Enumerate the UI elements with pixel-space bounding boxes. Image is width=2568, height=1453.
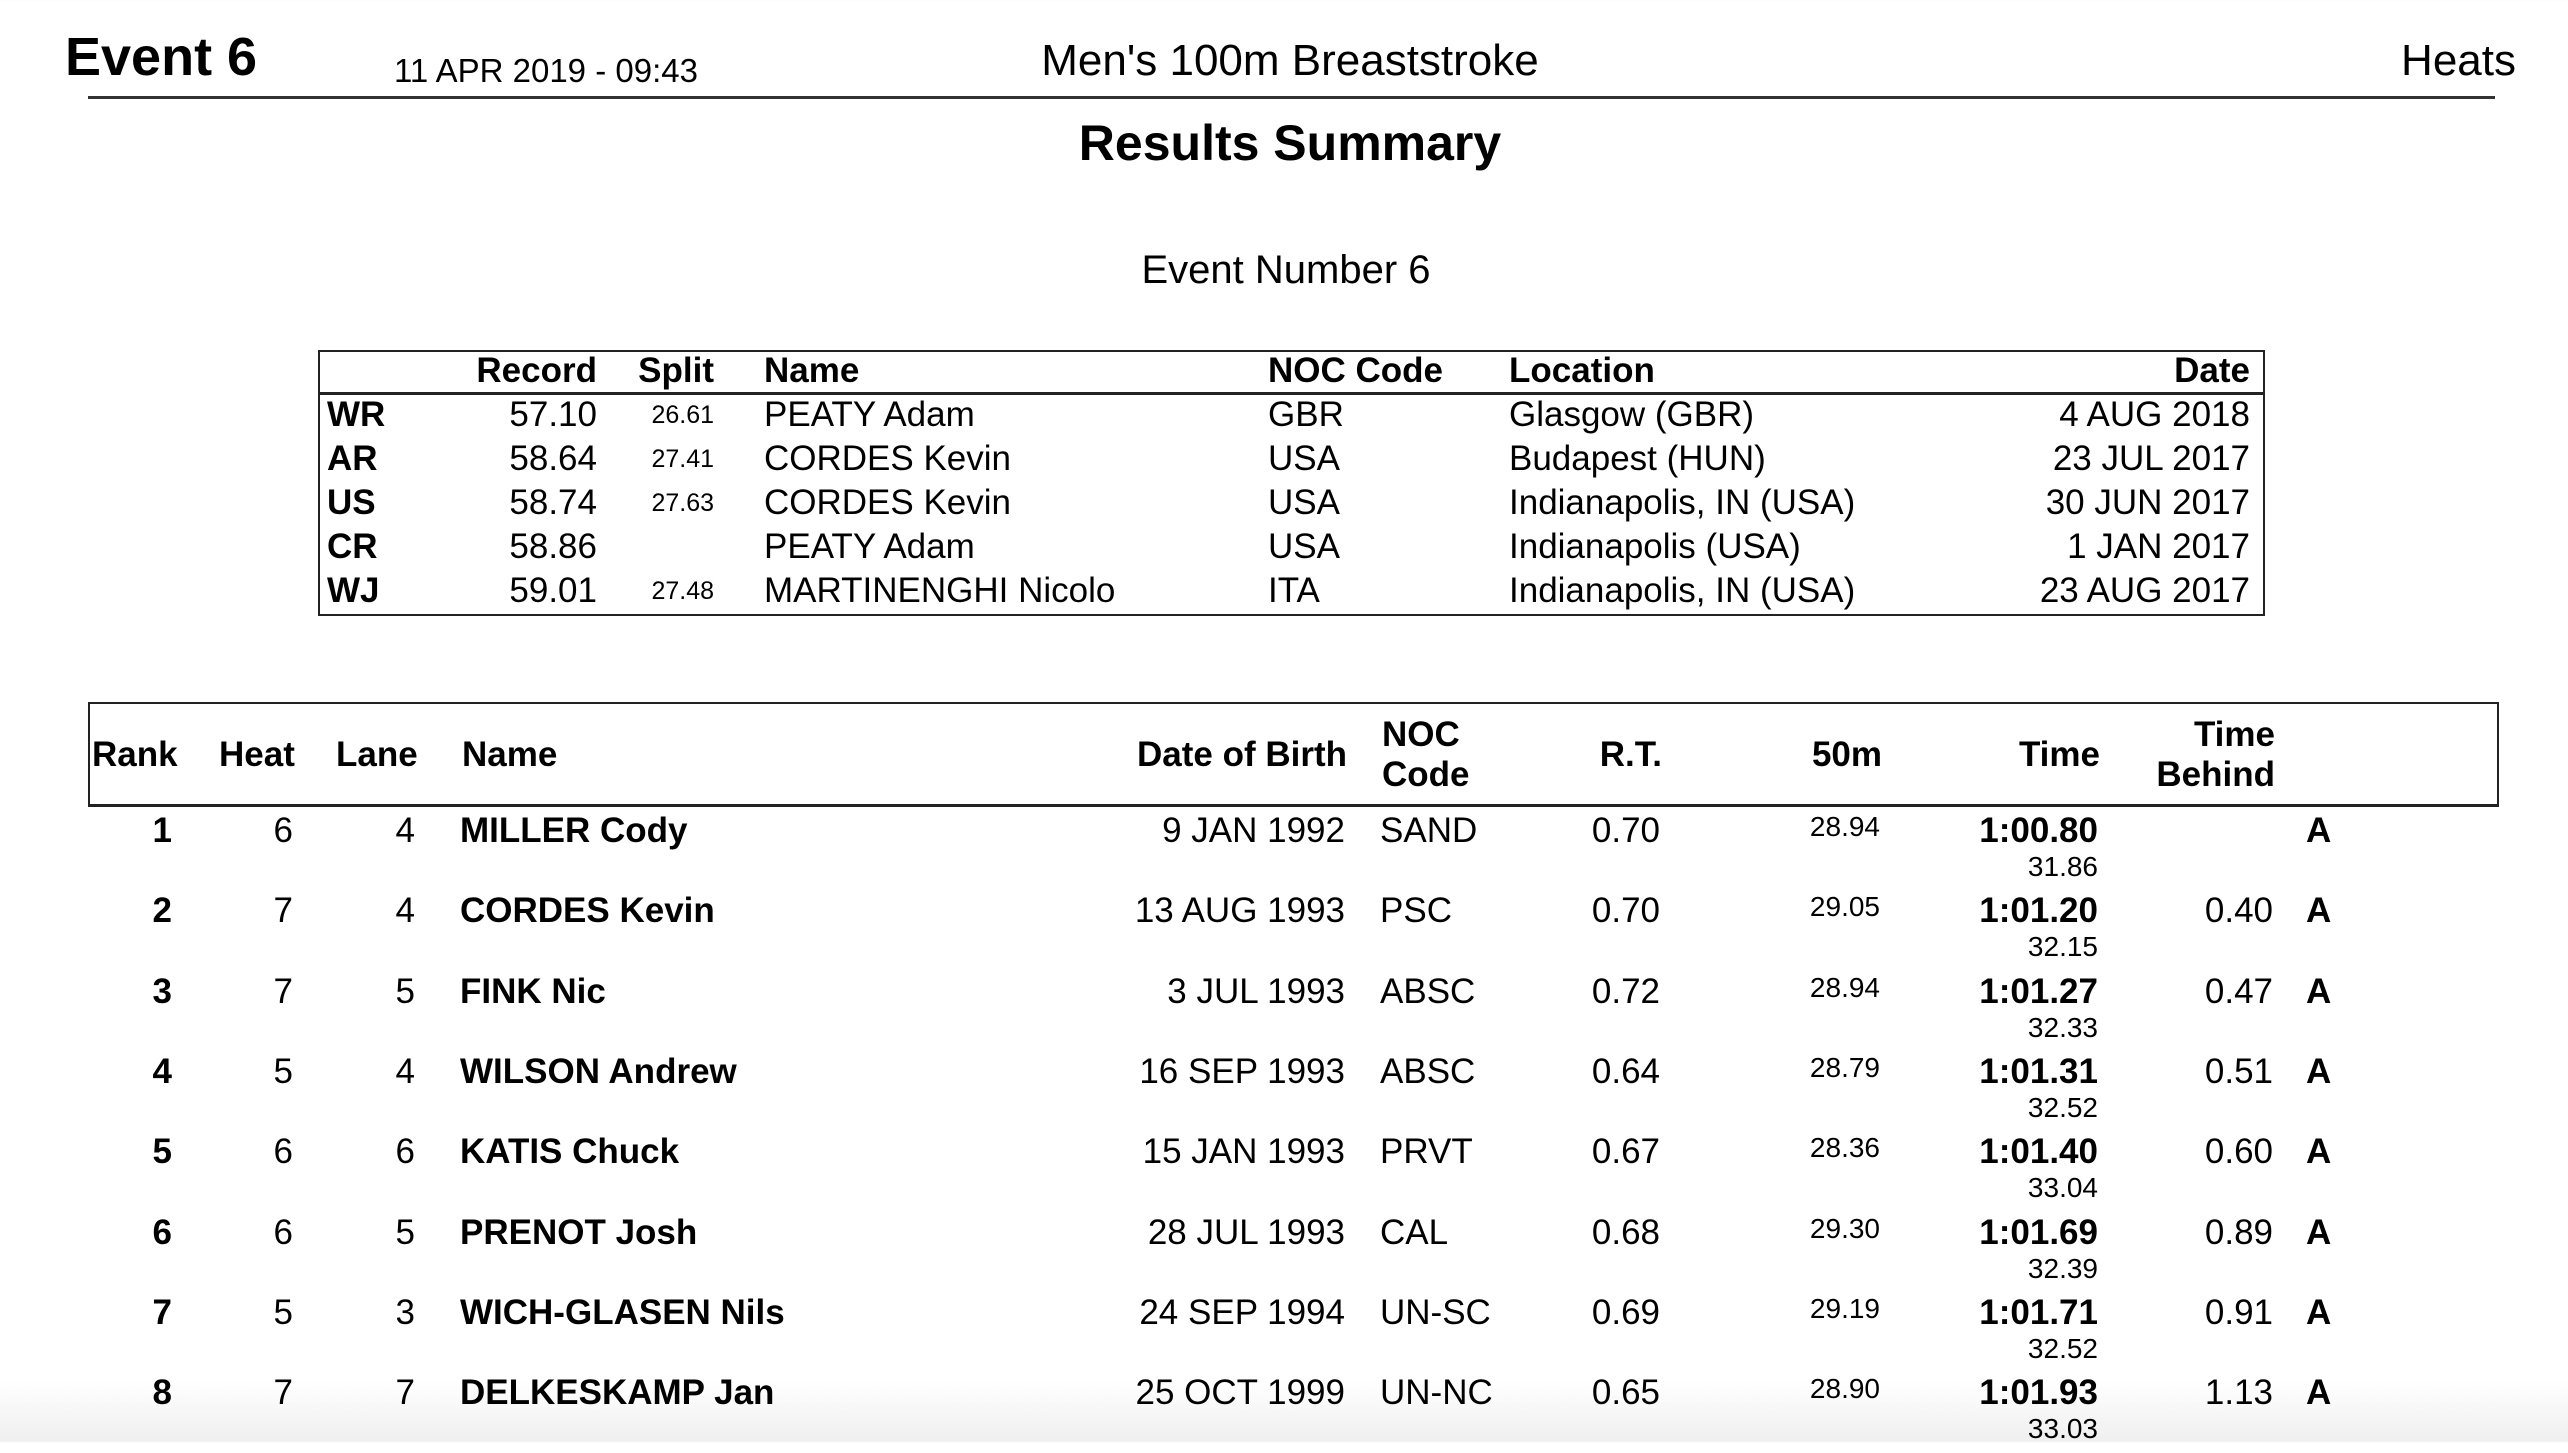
- header-divider: [88, 96, 2495, 99]
- result-noc-code: PRVT: [1380, 1132, 1473, 1172]
- records-row: [0, 483, 2568, 527]
- result-reaction-time: 0.69: [1591, 1292, 1660, 1332]
- record-split: 27.63: [651, 489, 714, 517]
- result-split-50m: 28.36: [1809, 1132, 1880, 1164]
- result-qualifier-badge: A: [2306, 1373, 2332, 1413]
- result-final-time: 1:01.93: [1979, 1373, 2098, 1413]
- result-qualifier-badge: A: [2306, 1292, 2332, 1332]
- result-rank: 4: [152, 1051, 172, 1091]
- result-time-behind: 0.40: [2204, 891, 2273, 931]
- result-date-of-birth: 24 SEP 1994: [1139, 1292, 1345, 1332]
- result-split-50m: 28.94: [1809, 811, 1880, 842]
- result-final-time: 1:01.69: [1979, 1212, 2098, 1252]
- record-split: 27.48: [651, 577, 714, 605]
- result-split-second-50: 32.52: [2027, 1091, 2098, 1123]
- result-final-time: 1:01.20: [1979, 891, 2098, 931]
- result-reaction-time: 0.67: [1591, 1132, 1660, 1172]
- result-rank: 2: [152, 891, 172, 931]
- result-noc-code: SAND: [1380, 811, 1478, 850]
- record-location: Indianapolis (USA): [1509, 527, 1801, 566]
- results-row: [0, 1293, 2568, 1373]
- result-split-second-50: 33.03: [2027, 1413, 2098, 1445]
- result-noc-code: CAL: [1380, 1212, 1449, 1252]
- result-reaction-time: 0.70: [1591, 811, 1660, 850]
- result-noc-code: ABSC: [1380, 971, 1476, 1011]
- results-col-50m: 50m: [1811, 735, 1882, 774]
- record-holder-name: CORDES Kevin: [764, 483, 1012, 522]
- result-reaction-time: 0.64: [1591, 1051, 1660, 1091]
- result-athlete-name: FINK Nic: [460, 971, 606, 1011]
- records-header-row: [0, 351, 2568, 395]
- result-lane: 7: [395, 1373, 415, 1413]
- result-split-second-50: 32.39: [2027, 1252, 2098, 1284]
- result-athlete-name: MILLER Cody: [460, 811, 688, 850]
- result-lane: 4: [395, 891, 415, 931]
- result-split-50m: 28.90: [1809, 1373, 1880, 1405]
- record-noc: GBR: [1268, 395, 1344, 434]
- record-time: 57.10: [509, 395, 597, 434]
- result-lane: 5: [395, 1212, 415, 1252]
- result-athlete-name: DELKESKAMP Jan: [460, 1373, 775, 1413]
- result-qualifier-badge: A: [2306, 1132, 2332, 1172]
- results-col-rt: R.T.: [1599, 735, 1662, 774]
- event-title: Men's 100m Breaststroke: [1041, 36, 1539, 85]
- result-reaction-time: 0.72: [1591, 971, 1660, 1011]
- result-split-50m: 29.30: [1809, 1212, 1880, 1244]
- result-rank: 3: [152, 971, 172, 1011]
- result-heat: 7: [273, 971, 293, 1011]
- result-reaction-time: 0.65: [1591, 1373, 1660, 1413]
- result-qualifier-badge: A: [2306, 891, 2332, 931]
- results-row: [0, 1373, 2568, 1453]
- records-row: [0, 571, 2568, 615]
- record-time: 58.74: [509, 483, 597, 522]
- record-noc: USA: [1268, 527, 1340, 566]
- result-heat: 7: [273, 891, 293, 931]
- record-location: Indianapolis, IN (USA): [1509, 483, 1856, 522]
- record-type: WR: [327, 395, 386, 434]
- result-qualifier-badge: A: [2306, 811, 2332, 850]
- record-type: AR: [327, 439, 378, 478]
- result-qualifier-badge: A: [2306, 1212, 2332, 1252]
- result-time-behind: 1.13: [2204, 1373, 2273, 1413]
- results-col-rank: Rank: [92, 735, 178, 774]
- result-split-second-50: 32.52: [2027, 1332, 2098, 1364]
- results-col-noc-line2: Code: [1382, 755, 1470, 794]
- result-split-second-50: 32.15: [2027, 931, 2098, 963]
- result-time-behind: 0.60: [2204, 1132, 2273, 1172]
- results-row: [0, 891, 2568, 971]
- record-noc: USA: [1268, 439, 1340, 478]
- result-final-time: 1:01.31: [1979, 1051, 2098, 1091]
- results-row: [0, 972, 2568, 1052]
- result-athlete-name: PRENOT Josh: [460, 1212, 698, 1252]
- result-rank: 1: [152, 811, 172, 850]
- record-time: 58.86: [509, 527, 597, 566]
- results-col-noc-line1: NOC: [1382, 715, 1460, 754]
- results-col-behind-line1: Time: [2193, 715, 2275, 754]
- result-reaction-time: 0.68: [1591, 1212, 1660, 1252]
- result-heat: 6: [273, 1212, 293, 1252]
- record-type: US: [327, 483, 376, 522]
- result-date-of-birth: 25 OCT 1999: [1135, 1373, 1345, 1413]
- records-row: [0, 527, 2568, 571]
- results-col-dob: Date of Birth: [1137, 735, 1347, 774]
- record-date: 30 JUN 2017: [2045, 483, 2250, 522]
- result-split-50m: 28.94: [1809, 971, 1880, 1003]
- results-col-heat: Heat: [219, 735, 295, 774]
- record-holder-name: PEATY Adam: [764, 527, 975, 566]
- result-final-time: 1:01.71: [1979, 1292, 2098, 1332]
- record-type: WJ: [327, 571, 380, 610]
- results-row: [0, 1052, 2568, 1132]
- results-col-behind-line2: Behind: [2156, 755, 2275, 794]
- result-date-of-birth: 15 JAN 1993: [1142, 1132, 1345, 1172]
- record-type: CR: [327, 527, 378, 566]
- result-split-second-50: 32.33: [2027, 1011, 2098, 1043]
- result-noc-code: ABSC: [1380, 1051, 1476, 1091]
- record-holder-name: PEATY Adam: [764, 395, 975, 434]
- event-label: Event 6: [65, 27, 258, 87]
- event-number: Event Number 6: [1141, 248, 1431, 292]
- page-title: Results Summary: [1078, 115, 1502, 171]
- record-holder-name: MARTINENGHI Nicolo: [764, 571, 1116, 610]
- result-split-50m: 29.05: [1809, 891, 1880, 923]
- result-final-time: 1:00.80: [1979, 811, 2098, 850]
- record-date: 23 JUL 2017: [2052, 439, 2250, 478]
- event-phase: Heats: [2401, 36, 2516, 85]
- record-split: 27.41: [651, 445, 714, 473]
- result-split-second-50: 33.04: [2027, 1172, 2098, 1204]
- records-col-location: Location: [1509, 351, 1655, 390]
- record-date: 4 AUG 2018: [2059, 395, 2250, 434]
- result-qualifier-badge: A: [2306, 1051, 2332, 1091]
- record-location: Budapest (HUN): [1509, 439, 1766, 478]
- result-athlete-name: WILSON Andrew: [460, 1051, 737, 1091]
- results-row: [0, 811, 2568, 891]
- record-noc: ITA: [1268, 571, 1320, 610]
- record-date: 23 AUG 2017: [2039, 571, 2250, 610]
- result-date-of-birth: 9 JAN 1992: [1162, 811, 1345, 850]
- records-col-split: Split: [638, 351, 714, 390]
- record-location: Glasgow (GBR): [1509, 395, 1755, 434]
- records-col-date: Date: [2174, 351, 2250, 390]
- results-col-lane: Lane: [336, 735, 418, 774]
- results-row: [0, 1213, 2568, 1293]
- result-athlete-name: CORDES Kevin: [460, 891, 715, 931]
- record-date: 1 JAN 2017: [2067, 527, 2250, 566]
- records-col-name: Name: [764, 351, 860, 390]
- result-lane: 3: [395, 1292, 415, 1332]
- result-lane: 4: [395, 1051, 415, 1091]
- record-holder-name: CORDES Kevin: [764, 439, 1012, 478]
- result-rank: 5: [152, 1132, 172, 1172]
- records-row: [0, 439, 2568, 483]
- event-datetime: 11 APR 2019 - 09:43: [394, 52, 698, 89]
- result-heat: 5: [273, 1292, 293, 1332]
- results-row: [0, 1132, 2568, 1212]
- result-reaction-time: 0.70: [1591, 891, 1660, 931]
- result-noc-code: UN-NC: [1380, 1373, 1493, 1413]
- result-time-behind: 0.89: [2204, 1212, 2273, 1252]
- result-heat: 6: [273, 811, 293, 850]
- results-col-time: Time: [2018, 735, 2100, 774]
- result-noc-code: UN-SC: [1380, 1292, 1491, 1332]
- record-split: 26.61: [651, 401, 714, 429]
- result-rank: 6: [152, 1212, 172, 1252]
- records-row: [0, 395, 2568, 439]
- result-heat: 7: [273, 1373, 293, 1413]
- result-time-behind: 0.47: [2204, 971, 2273, 1011]
- result-final-time: 1:01.27: [1979, 971, 2098, 1011]
- result-date-of-birth: 28 JUL 1993: [1147, 1212, 1345, 1252]
- result-rank: 7: [152, 1292, 172, 1332]
- records-col-noc: NOC Code: [1268, 351, 1443, 390]
- result-lane: 6: [395, 1132, 415, 1172]
- result-split-50m: 29.19: [1809, 1292, 1880, 1324]
- result-noc-code: PSC: [1380, 891, 1452, 931]
- result-athlete-name: WICH-GLASEN Nils: [460, 1292, 785, 1332]
- result-split-50m: 28.79: [1809, 1051, 1880, 1083]
- record-time: 59.01: [509, 571, 597, 610]
- result-final-time: 1:01.40: [1979, 1132, 2098, 1172]
- result-time-behind: 0.51: [2204, 1051, 2273, 1091]
- result-rank: 8: [152, 1373, 172, 1413]
- result-heat: 6: [273, 1132, 293, 1172]
- result-split-second-50: 31.86: [2027, 851, 2098, 882]
- result-lane: 5: [395, 971, 415, 1011]
- results-col-name: Name: [462, 735, 558, 774]
- result-date-of-birth: 3 JUL 1993: [1167, 971, 1345, 1011]
- record-noc: USA: [1268, 483, 1340, 522]
- record-time: 58.64: [509, 439, 597, 478]
- record-location: Indianapolis, IN (USA): [1509, 571, 1856, 610]
- result-qualifier-badge: A: [2306, 971, 2332, 1011]
- result-athlete-name: KATIS Chuck: [460, 1132, 680, 1172]
- result-heat: 5: [273, 1051, 293, 1091]
- result-lane: 4: [395, 811, 415, 850]
- result-time-behind: 0.91: [2204, 1292, 2273, 1332]
- records-col-record: Record: [476, 351, 597, 390]
- result-date-of-birth: 16 SEP 1993: [1139, 1051, 1345, 1091]
- result-date-of-birth: 13 AUG 1993: [1134, 891, 1345, 931]
